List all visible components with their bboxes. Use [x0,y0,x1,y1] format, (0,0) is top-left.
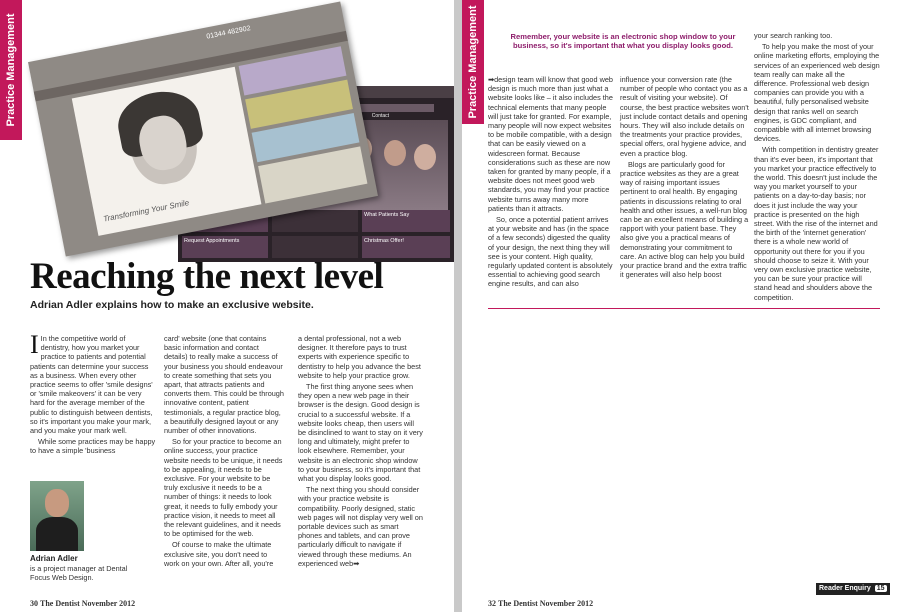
paragraph: card' website (one that contains basic information and contact details) to really make a success of your business you should endeavour to create something that sets you apart, that attracts patients and converts them. This could be through innovative content, patient testimonials, a regular practice blog, a beautifully designed layout or any number of other innovations. [164,334,284,436]
drop-cap: I [30,330,39,359]
paragraph: your search ranking too. [754,31,833,40]
page-number: 32 [488,599,496,608]
paragraph: While some practices may be happy to have a simple 'business [30,437,156,456]
author-name: Adrian Adler [30,554,78,563]
column-3 [754,31,880,304]
paragraph: The next thing you should consider with your practice website is compatibility. Poorly designed, static web pages will not display very well on portable devices such as smart phones and tablets, and can prove particularly difficult to navigate if viewed through these mediums. An experienced web➡ [298,485,423,568]
paragraph: To help you make the most of your online marketing efforts, employing the services of an experienced web design team really can make all the difference. Professional web design companies can provide you with a beautiful, fully personalised website design that ranks well on search engines, is GDC compliant, and compatible with all internet browsing devices. [754,42,880,144]
paragraph: a dental professional, not a web designer. It therefore pays to trust experts with experience specific to dentistry to help you advance the best website to help your practice grow. [298,334,421,380]
column-2 [164,334,284,570]
column-3 [298,334,424,570]
offer-box: Request Appointments [182,236,268,258]
site-phone: 01344 482902 [205,25,252,41]
reader-enquiry-badge [816,583,890,595]
standfirst: Adrian Adler explains how to make an exclusive website. [30,299,314,311]
offer-box-photo [272,236,358,258]
column-1 [488,75,616,291]
site-menu-item: Contact [371,113,390,119]
paragraph: influence your conversion rate (the number of people who contact you as a result of visiting your website). Of course, the best practice websites won't just include contact details and opening hours. They will also include details on the treatments your practice provides, special offers, oral hygiene advice, and even a practice blog. [620,75,749,158]
offer-box: What Patients Say [362,210,450,232]
column-2 [620,75,750,281]
publication-name: The Dentist [40,599,80,608]
paragraph [30,330,156,436]
column-1 [30,330,156,458]
paragraph: ➡design team will know that good web design is much more than just what a website looks like – it also includes the technical elements that many people will just take for granted. For example, many people will now expect websites to be mobile compatible, with a design that can be easily viewed on a widescreen format. Because considerations such as these are now taken for granted by many people, if a website does not meet good web standards, you may find your practice website turns away many more patients than it attracts. [488,75,613,213]
publication-name: The Dentist [498,599,538,608]
right-page [462,0,901,612]
paragraph: The first thing anyone sees when they open a new web page in their browser is the design. Good design is crucial to a successful website. If a website looks cheap, then users will be disinclined to want to stay on it very long and ultimately, might prefer to look elsewhere. Remember, your website is an electronic shop window to your business, so it's important that what you display looks good. [298,382,423,484]
reader-enquiry-label: Reader Enquiry [819,585,871,592]
offer-box: Christmas Offer! [362,236,450,258]
author-photo [30,481,84,551]
author-bio: is a project manager at Dental Focus Web Design. [30,564,128,583]
paragraph-text: In the competitive world of dentistry, how you market your practice to patients and potential patients can determine your success as a business. When every other practice seems to offer 'smile designs' or 'smile makeovers' it can be very hard for the average member of the public to distinguish between dentists, so it's important you make your mark, and you make your mark well. [30,334,153,436]
paragraph: Blogs are particularly good for practice websites as they are a great way of raising important issues pertinent to oral health. By engaging patients in discussions relating to oral health and other issues, a well-run blog can be an excellent means of building a rapport with your patient base. They also give you a practical means of demonstrating your commitment to care. An active blog can help you build your practice brand and the extra traffic it generates will also help boost [620,159,749,280]
pull-quote: Remember, your website is an electronic shop window to your business, so it's important that what you display looks good. [510,32,736,50]
section-tab-label: Practice Management [467,5,479,119]
paragraph: With competition in dentistry greater than it's ever been, it's important that you market your practice effectively to the world. This doesn't just include the way you market yourself to your patients on a day-to-day basis; nor does it just include the way your practice is presented on the high street. With the rise of the internet and the birth of the 'internet generation' there is a whole new world of opportunity out there for you if you should choose to seize it. With your very own exclusive practice website, you can be sure your practice will stand head and shoulders above the competition. [754,145,879,302]
headline: Reaching the next level [30,256,384,297]
paragraph: So for your practice to become an online success, your practice website needs to be unique, it needs to be appealing, it needs to be exclusive. For your website to be truly exclusive it needs to be a number of things: it needs to look great, it needs to fully embody your practice vision, it needs to meet all the relevant guidelines, and it needs to be optimised for the web. [164,437,283,539]
reader-enquiry-number: 15 [876,585,885,592]
page-number: 30 [30,599,38,608]
section-tab [462,0,484,124]
page-footer [488,599,593,608]
issue-date: November 2012 [539,599,594,608]
issue-date: November 2012 [81,599,136,608]
section-tab-label: Practice Management [5,13,17,127]
section-tab [0,0,22,140]
end-rule [488,308,880,309]
site-tagline: Transforming Your Smile [102,198,190,224]
paragraph: So, once a potential patient arrives at your website and has (in the space of a few seconds) digested the quality of your design, the next thing they will see is your content. High quality, regularly updated content is absolutely essential to achieving good search engine results, and can also [488,215,613,289]
smile-photo [72,67,262,236]
page-footer [30,599,135,608]
paragraph: Of course to make the ultimate exclusive site, you don't need to work on your own. After all, you're [164,540,274,568]
